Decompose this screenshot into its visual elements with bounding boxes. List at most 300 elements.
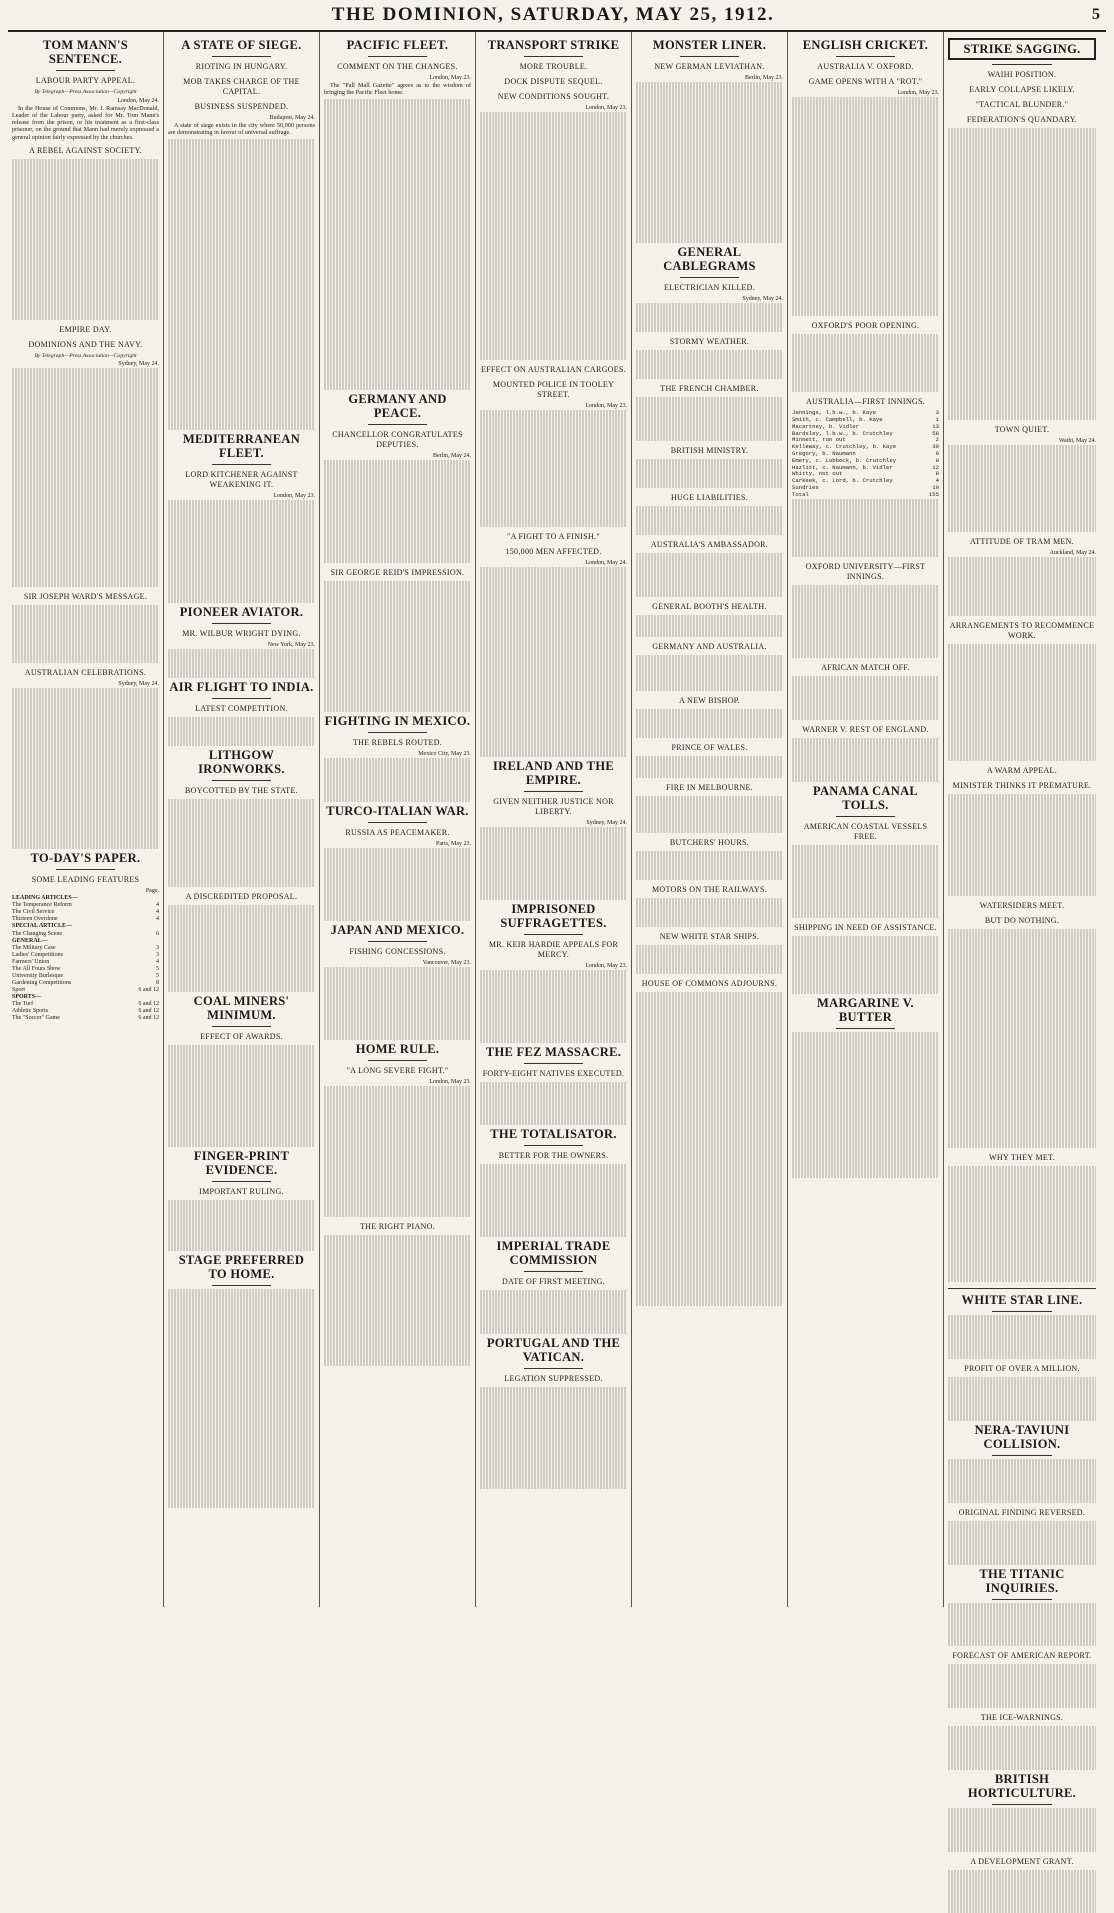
article-text-block: [636, 945, 783, 974]
batsman: Bardsley, l.b.w., b. Crutchley: [792, 429, 893, 437]
headline: JAPAN AND MEXICO.: [330, 922, 465, 937]
contents-item-page: 4: [156, 909, 159, 916]
contents-item: [12, 1001, 159, 1008]
article-text-block: [168, 139, 315, 431]
subheadline: MR. WILBUR WRIGHT DYING.: [182, 628, 301, 638]
contents-item-title: The "Soccer" Game: [12, 1015, 60, 1022]
contents-item-title: Sport: [12, 986, 26, 993]
article-text-block: [168, 799, 315, 887]
contents-item: [12, 980, 159, 987]
headline: IMPRISONED SUFFRAGETTES.: [500, 901, 607, 930]
headline-rule: [368, 732, 427, 733]
dateline: London, May 23.: [897, 90, 939, 96]
subheadline: OXFORD'S POOR OPENING.: [811, 320, 920, 330]
article-text-block: [636, 350, 783, 379]
subheadline: A NEW BISHOP.: [679, 696, 740, 706]
contents-item: [12, 945, 159, 952]
headline-rule: [368, 424, 427, 425]
runs: 0: [935, 456, 939, 464]
headline: MEDITERRANEAN FLEET.: [182, 432, 301, 461]
headline-rule: [992, 1311, 1051, 1312]
subheadline: THE FRENCH CHAMBER.: [660, 383, 759, 393]
article-text-block: [480, 410, 627, 527]
contents-item-title: The Civil Service: [12, 909, 55, 916]
masthead: [8, 0, 1106, 32]
runs: 155: [928, 490, 939, 498]
subheadline: THE ICE-WARNINGS.: [980, 1713, 1064, 1723]
subheadline: LEGATION SUPPRESSED.: [504, 1374, 603, 1384]
headline-rule: [368, 822, 427, 823]
headline-rule: [992, 1599, 1051, 1600]
subheadline: DOMINIONS AND THE NAVY.: [28, 339, 143, 349]
contents-section: SPORTS—: [12, 993, 42, 1000]
headline: TO-DAY'S PAPER.: [30, 851, 141, 866]
headline-rule: [368, 1060, 427, 1061]
headline-rule: [212, 698, 271, 699]
subheadline: EFFECT OF AWARDS.: [200, 1032, 283, 1042]
subheadline: GENERAL BOOTH'S HEALTH.: [652, 601, 767, 611]
subheadline: FIRE IN MELBOURNE.: [666, 783, 753, 793]
article-text-block: [324, 758, 471, 802]
headline-rule: [836, 1028, 895, 1029]
headline-rule: [524, 1145, 583, 1146]
headline-rule: [212, 780, 271, 781]
dateline: London, May 23.: [585, 105, 627, 111]
contents-item-page: 5: [156, 972, 159, 979]
batsman: Total: [792, 490, 809, 498]
subheadline: HUGE LIABILITIES.: [670, 492, 749, 502]
article-text-block: [792, 97, 939, 316]
article-text-block: [168, 1200, 315, 1251]
headline-rule: [56, 869, 115, 870]
subheadline: FISHING CONCESSIONS.: [349, 946, 446, 956]
subheadline: ELECTRICIAN KILLED.: [663, 282, 756, 292]
article-text-block: [636, 397, 783, 441]
article-text-block: [168, 500, 315, 602]
article-text-block: [792, 334, 939, 392]
dateline: Sydney, May 24.: [118, 681, 159, 688]
dateline: London, May 23.: [429, 1078, 471, 1085]
contents-item-title: Thirteen Overdone: [12, 916, 58, 923]
subheadline: NEW GERMAN LEVIATHAN.: [654, 62, 765, 71]
article-text-block: [324, 848, 471, 921]
subheadline: NEW WHITE STAR SHIPS.: [659, 932, 760, 942]
runs: 58: [932, 429, 939, 437]
article-text-block: [948, 644, 1096, 761]
headline-rule: [524, 56, 583, 57]
batsman: Whitty, not out: [792, 470, 843, 478]
subheadline: LABOUR PARTY APPEAL.: [35, 76, 136, 85]
contents-item: [12, 931, 159, 938]
contents-section: LEADING ARTICLES—: [12, 895, 78, 902]
article-text-block: [636, 851, 783, 880]
batsman: Smith, c. Campbell, b. Kaye: [792, 416, 883, 424]
subheadline: MORE TROUBLE.: [519, 62, 588, 71]
subheadline: LATEST COMPETITION.: [195, 703, 288, 713]
contents-section: SPECIAL ARTICLE—: [12, 923, 72, 930]
contents-item-title: Athletic Sports: [12, 1008, 49, 1015]
runs: 2: [935, 436, 939, 444]
headline: AIR FLIGHT TO INDIA.: [169, 679, 314, 694]
subheadline: EARLY COLLAPSE LIKELY.: [969, 85, 1075, 94]
article-text-block: [636, 615, 783, 637]
article-text-block: [792, 738, 939, 782]
dateline: Sydney, May 24.: [742, 295, 783, 302]
subheadline: CHANCELLOR CONGRATULATES DEPUTIES.: [332, 430, 463, 450]
contents-item: [12, 1008, 159, 1015]
headline: IRELAND AND THE EMPIRE.: [493, 758, 614, 787]
article-text-block: [636, 898, 783, 927]
headline-rule: [212, 623, 271, 624]
subheadline: BETTER FOR THE OWNERS.: [498, 1151, 609, 1161]
batsman: Minnett, run out: [792, 436, 846, 444]
subheadline: GIVEN NEITHER JUSTICE NOR LIBERTY.: [493, 796, 614, 816]
columns: [8, 32, 1106, 1866]
contents-item: [12, 959, 159, 966]
article-text-block: [480, 1082, 627, 1126]
article-text-block: [12, 605, 159, 663]
article-text-block: [480, 827, 627, 900]
article-text-block: [948, 794, 1096, 896]
dateline: London, May 23.: [273, 493, 315, 500]
headline: FINGER-PRINT EVIDENCE.: [193, 1149, 290, 1178]
subheadline: STORMY WEATHER.: [669, 336, 750, 346]
article-text-block: [948, 1726, 1096, 1770]
article-text-block: [636, 709, 783, 738]
article-text-block: [636, 796, 783, 832]
article-text-block: [792, 1032, 939, 1178]
headline: PORTUGAL AND THE VATICAN.: [486, 1336, 621, 1365]
headline: WHITE STAR LINE.: [961, 1293, 1083, 1308]
article-text-block: [636, 756, 783, 778]
subheadline: THE RIGHT PIANO.: [359, 1222, 436, 1232]
contents-item-title: The Temperance Reform: [12, 902, 72, 909]
article-text-block: [636, 553, 783, 597]
article-text-block: [324, 1086, 471, 1217]
article-text-block: [324, 581, 471, 712]
subheadline: EFFECT ON AUSTRALIAN CARGOES.: [480, 365, 626, 375]
article-text-block: [480, 1387, 627, 1489]
article-text-block: [636, 506, 783, 535]
contents-item-title: The Changing Scene: [12, 930, 62, 937]
article-text-block: [168, 905, 315, 993]
article-text-block: [480, 567, 627, 757]
batsman: Sundries: [792, 484, 819, 492]
article-text-block: [480, 1290, 627, 1334]
article-text-block: [636, 655, 783, 691]
contents-item-page: 6 and 12: [138, 1001, 159, 1008]
headline: TOM MANN'S SENTENCE.: [42, 38, 129, 66]
article-text-block: [12, 688, 159, 849]
column-1: [8, 32, 164, 1607]
contents-item-page: 3: [156, 944, 159, 951]
subheadline: A REBEL AGAINST SOCIETY.: [29, 146, 142, 156]
article-text-block: [12, 159, 159, 320]
article-text-block: [948, 557, 1096, 615]
contents-item: [12, 966, 159, 973]
article-paragraph: In the House of Commons, Mr. J. Ramsay MacDonald, Leader of the Labour party, asked for Mr. Tom Mann's release from the prison, or his treatment as a first-class prisoner, on the ground that Mann had merely expressed a general opinion fairly expressed by the churches.: [12, 104, 159, 141]
headline: THE TOTALISATOR.: [490, 1127, 617, 1142]
headline-rule: [524, 1271, 583, 1272]
contents-box: [12, 875, 159, 1022]
subheadline: COMMENT ON THE CHANGES.: [337, 62, 458, 71]
batsman: Carkeek, c. Lord, b. Crutchley: [792, 477, 893, 485]
headline-rule: [212, 1181, 271, 1182]
article-text-block: [948, 1664, 1096, 1708]
runs: 10: [932, 484, 939, 492]
subheadline: AUSTRALIA V. OXFORD.: [817, 62, 914, 71]
article-text-block: [636, 1014, 783, 1306]
subheadline: BUT DO NOTHING.: [984, 915, 1060, 925]
headline-rule: [992, 64, 1051, 65]
contents-item: [12, 1015, 159, 1022]
article-text-block: [168, 1289, 315, 1508]
subheadline: A WARM APPEAL.: [986, 765, 1058, 775]
headline-rule: [368, 56, 427, 57]
column-5: [632, 32, 788, 1607]
headline: PIONEER AVIATOR.: [179, 604, 304, 619]
subheadline: RUSSIA AS PEACEMAKER.: [345, 827, 450, 837]
dateline: Sydney, May 24.: [586, 819, 627, 826]
dateline: London, May 24.: [585, 559, 627, 566]
contents-item: [12, 916, 159, 923]
subheadline: FORTY-EIGHT NATIVES EXECUTED.: [482, 1068, 625, 1078]
article-text-block: [948, 1870, 1096, 1913]
subheadline: 150,000 MEN AFFECTED.: [505, 546, 602, 556]
headline: BRITISH HORTICULTURE.: [967, 1771, 1077, 1800]
headline-rule: [836, 816, 895, 817]
headline: GERMANY AND PEACE.: [348, 392, 447, 421]
headline-rule: [212, 1285, 271, 1286]
subheadline: BUSINESS SUSPENDED.: [194, 102, 289, 111]
contents-header: SOME LEADING FEATURES: [31, 875, 140, 885]
dateline: Auckland, May 24.: [1049, 550, 1096, 557]
subheadline: AUSTRALIA—FIRST INNINGS.: [805, 397, 926, 407]
article-text-block: [948, 1459, 1096, 1503]
contents-item: [12, 952, 159, 959]
subheadline: FEDERATION'S QUANDARY.: [966, 115, 1078, 124]
subheadline: A DEVELOPMENT GRANT.: [970, 1856, 1074, 1866]
press-credit: By Telegraph—Press Association—Copyright: [34, 352, 137, 359]
dateline: Paris, May 23.: [436, 840, 471, 847]
headline-rule: [992, 1804, 1051, 1805]
headline-rule: [524, 934, 583, 935]
subheadline: MR. KEIR HARDIE APPEALS FOR MERCY.: [488, 939, 619, 959]
subheadline: ATTITUDE OF TRAM MEN.: [970, 537, 1074, 547]
article-text-block: [636, 303, 783, 332]
subheadline: WAIHI POSITION.: [987, 70, 1057, 79]
subheadline: HOUSE OF COMMONS ADJOURNS.: [641, 979, 778, 989]
subheadline: GAME OPENS WITH A "ROT.": [808, 77, 923, 86]
article-text-block: [324, 99, 471, 391]
headline: FIGHTING IN MEXICO.: [324, 713, 471, 728]
article-text-block: [948, 929, 1096, 1148]
runs: 1: [935, 416, 939, 424]
headline: COAL MINERS' MINIMUM.: [193, 994, 290, 1023]
article-paragraph: The "Pall Mall Gazette" agrees as to the wisdom of bringing the Pacific Fleet home.: [324, 82, 471, 97]
headline-rule: [992, 1455, 1051, 1456]
contents-item-title: Gardening Competitions: [12, 979, 72, 986]
contents-item-title: Farmers' Union: [12, 958, 50, 965]
dateline: London, May 23.: [585, 403, 627, 410]
dateline: London, May 24.: [117, 97, 159, 104]
scorecard-row: [792, 492, 939, 499]
press-credit: By Telegraph—Press Association—Copyright: [34, 89, 137, 95]
batsman: Gregory, b. Naumann: [792, 450, 856, 458]
article-text-block: [168, 1045, 315, 1147]
subheadline: THE REBELS ROUTED.: [352, 737, 443, 747]
contents-item-page: 4: [156, 902, 159, 909]
headline-rule: [524, 1368, 583, 1369]
subheadline: WARNER V. REST OF ENGLAND.: [802, 724, 929, 734]
article-text-block: [636, 459, 783, 488]
headline: PACIFIC FLEET.: [346, 38, 449, 52]
article-text-block: [480, 112, 627, 360]
contents-section: GENERAL—: [12, 937, 48, 944]
subheadline: GERMANY AND AUSTRALIA.: [652, 641, 767, 651]
subheadline: ARRANGEMENTS TO RECOMMENCE WORK.: [949, 620, 1095, 640]
headline-rule: [56, 70, 115, 71]
headline: LITHGOW IRONWORKS.: [198, 748, 285, 776]
contents-item-page: 3: [156, 951, 159, 958]
headline: THE FEZ MASSACRE.: [485, 1044, 622, 1059]
column-2: [164, 32, 320, 1607]
subheadline: DOCK DISPUTE SEQUEL.: [504, 77, 603, 86]
dateline: London, May 23.: [585, 962, 627, 969]
headline-rule: [212, 1026, 271, 1027]
dateline: London, May 23.: [429, 75, 471, 81]
subheadline: AFRICAN MATCH OFF.: [821, 662, 910, 672]
headline: NERA-TAVIUNI COLLISION.: [974, 1422, 1070, 1451]
article-text-block: [168, 649, 315, 678]
section-rule: [948, 1288, 1096, 1289]
article-text-block: [948, 1808, 1096, 1852]
headline-rule: [680, 56, 739, 57]
article-text-block: [792, 585, 939, 658]
headline: STAGE PREFERRED TO HOME.: [178, 1253, 305, 1282]
subheadline: BRITISH MINISTRY.: [670, 445, 749, 455]
contents-item-title: The All Fours Show: [12, 965, 61, 972]
headline: TURCO-ITALIAN WAR.: [326, 803, 469, 818]
subheadline: A DISCREDITED PROPOSAL.: [185, 891, 298, 901]
scorecard: [792, 410, 939, 498]
dateline: Sydney, May 24.: [118, 361, 159, 368]
dateline: Budapest, May 24.: [269, 115, 315, 121]
subheadline: MOB TAKES CHARGE OF THE CAPITAL.: [183, 77, 300, 96]
subheadline: NEW CONDITIONS SOUGHT.: [497, 92, 610, 101]
contents-item: [12, 909, 159, 916]
article-text-block: [792, 676, 939, 720]
headline: GENERAL CABLEGRAMS: [663, 244, 756, 273]
contents-item-page: 4: [156, 916, 159, 923]
contents-item-title: University Burlesque: [12, 972, 64, 979]
subheadline: RIOTING IN HUNGARY.: [195, 62, 288, 71]
headline: PANAMA CANAL TOLLS.: [812, 783, 919, 812]
article-text-block: [948, 1315, 1096, 1359]
subheadline: WHY THEY MET.: [989, 1152, 1055, 1162]
subheadline: ORIGINAL FINDING REVERSED.: [958, 1507, 1086, 1517]
subheadline: WATERSIDERS MEET.: [979, 900, 1065, 910]
article-text-block: [324, 460, 471, 562]
column-6: [788, 32, 944, 1607]
article-text-block: [12, 368, 159, 587]
contents-item: [12, 902, 159, 909]
contents-item-page: 6: [156, 930, 159, 937]
page-number: 5: [1092, 6, 1100, 23]
contents-page-label: [12, 888, 159, 895]
article-text-block: [948, 128, 1096, 420]
article-text-block: [792, 936, 939, 994]
headline-rule: [680, 277, 739, 278]
subheadline: PRINCE OF WALES.: [671, 743, 748, 753]
contents-item-page: 8: [156, 979, 159, 986]
masthead-title: THE DOMINION, SATURDAY, MAY 25, 1912.: [331, 4, 775, 25]
article-text-block: [480, 1164, 627, 1237]
batsman: Kelleway, c. Crutchley, b. Kaye: [792, 443, 897, 451]
article-paragraph: A state of siege exists in the city where 50,000 persons are demonstrating in favour of universal suffrage.: [168, 122, 315, 137]
subheadline: FORECAST OF AMERICAN REPORT.: [952, 1651, 1092, 1661]
headline: TRANSPORT STRIKE: [487, 38, 620, 52]
subheadline: AUSTRALIA'S AMBASSADOR.: [650, 540, 769, 550]
runs: 0: [935, 450, 939, 458]
article-text-block: [948, 1521, 1096, 1565]
subheadline: PROFIT OF OVER A MILLION.: [964, 1364, 1080, 1374]
subheadline: MOUNTED POLICE IN TOOLEY STREET.: [492, 380, 615, 400]
column-3: [320, 32, 476, 1607]
subheadline: LORD KITCHENER AGAINST WEAKENING IT.: [185, 470, 298, 490]
dateline: New York, May 23.: [267, 641, 315, 648]
headline: HOME RULE.: [355, 1041, 440, 1056]
headline-rule: [212, 56, 271, 57]
subheadline: EMPIRE DAY.: [59, 324, 112, 334]
contents-item: [12, 973, 159, 980]
article-text-block: [636, 992, 783, 1014]
subheadline: OXFORD UNIVERSITY—FIRST INNINGS.: [805, 562, 926, 582]
dateline: Mexico City, May 23.: [418, 750, 471, 757]
runs: 8: [935, 470, 939, 478]
headline: MARGARINE V. BUTTER: [817, 995, 914, 1024]
article-text-block: [792, 845, 939, 918]
article-text-block: [168, 717, 315, 746]
headline-rule: [368, 941, 427, 942]
contents-item: [12, 987, 159, 994]
contents-item-page: 5: [156, 965, 159, 972]
article-text-block: [480, 970, 627, 1043]
contents-item-page: 6 and 12: [138, 986, 159, 993]
contents-item-page: 6 and 12: [138, 1008, 159, 1015]
page-label: Page.: [145, 888, 159, 895]
headline-rule: [524, 1063, 583, 1064]
subheadline: "TACTICAL BLUNDER.": [975, 100, 1069, 109]
subheadline: SHIPPING IN NEED OF ASSISTANCE.: [794, 922, 937, 932]
headline: THE TITANIC INQUIRIES.: [979, 1566, 1065, 1595]
runs: 4: [935, 477, 939, 485]
headline: IMPERIAL TRADE COMMISSION: [496, 1239, 611, 1268]
scorecard-row: [792, 485, 939, 492]
runs: 39: [932, 443, 939, 451]
contents-item-page: 6 and 12: [138, 1015, 159, 1022]
dateline: Waihi, May 24.: [1058, 437, 1096, 444]
contents-item-title: The Military Case: [12, 944, 56, 951]
subheadline: AMERICAN COASTAL VESSELS FREE.: [803, 821, 928, 841]
headline: ENGLISH CRICKET.: [802, 38, 929, 52]
headline-rule: [212, 464, 271, 465]
subheadline: SIR GEORGE REID'S IMPRESSION.: [330, 567, 465, 577]
batsman: Emery, c. Lubbock, b. Crutchley: [792, 456, 897, 464]
subheadline: BUTCHERS' HOURS.: [669, 837, 750, 847]
column-4: [476, 32, 632, 1607]
subheadline: SIR JOSEPH WARD'S MESSAGE.: [23, 592, 148, 602]
